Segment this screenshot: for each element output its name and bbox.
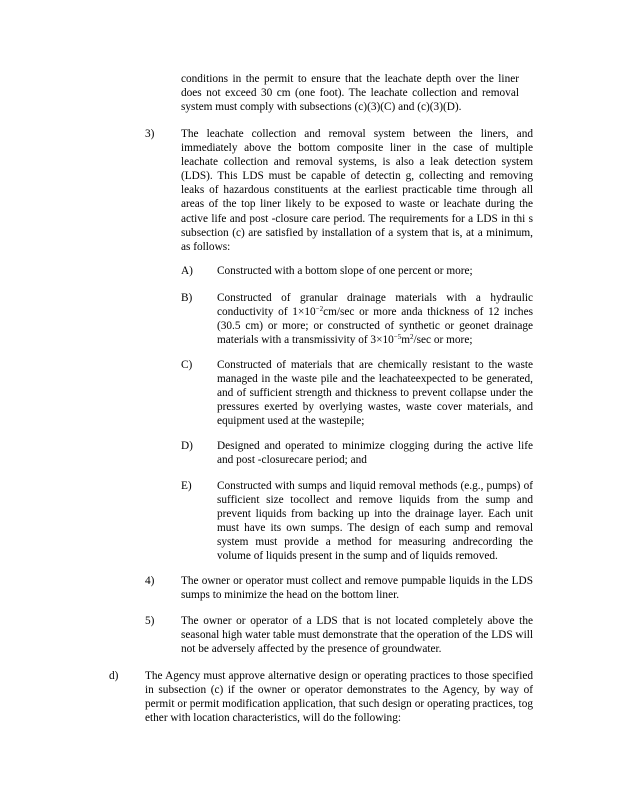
subitem-b-text-2: cm/sec or more anda thickness of 12 inches (30.5 cm) or more; or constructed of synthetic or geonet drainage materials with a transmissivity of 3×10 [217,306,533,347]
exponent-neg5: −5 [393,333,402,342]
item-4-label: 4) [145,575,155,587]
subitem-b-label: B) [181,292,193,304]
item-3-label: 3) [145,128,155,140]
subitem-b-unit-m: m [401,334,410,347]
item-3-paragraph: The leachate collection and removal system between the liners, and immediately above the bottom composite liner in the case of multiple leachate collection and removal systems, is also a leak detection system (LDS). This LDS must be capable of detectin g, collecting and removing leaks of hazardous constituents at the earliest practicable time through all areas of the top liner likely to be exposed to waste or leachate during the active life and post -closure care period. The requirements for a LDS in thi s subsection (c) are satisfied by installation of a system that is, at a minimum, as follows: [181,128,533,253]
subitem-a-label: A) [181,265,193,277]
subitem-d-label: D) [181,440,193,452]
intro-paragraph: conditions in the permit to ensure that the leachate depth over the liner does not exceed 30 cm (one foot). The leachate collection and removal system must comply with subsections (c)(3)(C) and (c)(3)(D). [181,73,519,114]
item-5-paragraph: The owner or operator of a LDS that is not located completely above the seasonal high water table must demonstrate that the operation of the LDS will not be adversely affected by the presence of groundwater. [181,615,533,656]
item-5-label: 5) [145,615,155,627]
subsection-d-label: d) [109,670,119,682]
subitem-b-text-3: /sec or more; [413,334,473,347]
subitem-b-text-1: Constructed of granular drainage materials with a hydraulic conductivity of 1×10 [217,292,533,319]
subitem-a-text: Constructed with a bottom slope of one percent or more; [217,265,473,277]
subitem-c-label: C) [181,359,193,371]
subitem-c-text: Constructed of materials that are chemically resistant to the waste managed in the waste pile and the leachateexpected to be generated, and of sufficient strength and thickness to prevent collapse under the pressures exerted by overlying wastes, waste cover materials, and equipment used at the wastepile; [217,359,533,428]
subitem-e-text: Constructed with sumps and liquid removal methods (e.g., pumps) of sufficient size tocollect and remove liquids from the sump and prevent liquids from backing up into the drainage layer. Each unit must have its own sumps. The design of each sump and removal system must provide a method for measuring andrecording the volume of liquids present in the sump and of liquids removed. [217,480,533,563]
exponent-2: 2 [410,333,414,342]
item-4-paragraph: The owner or operator must collect and remove pumpable liquids in the LDS sumps to minimize the head on the bottom liner. [181,575,533,602]
subitem-d-text: Designed and operated to minimize clogging during the active life and post -closurecare period; and [217,440,533,467]
exponent-neg2: −2 [315,305,324,314]
subitem-e-label: E) [181,480,192,492]
subitem-b-text [217,291,533,347]
subsection-d-paragraph: The Agency must approve alternative design or operating practices to those specified in subsection (c) if the owner or operator demonstrates to the Agency, by way of permit or permit modification application, that such design or operating practices, tog ether with location characteristics, will do the following: [145,670,533,725]
